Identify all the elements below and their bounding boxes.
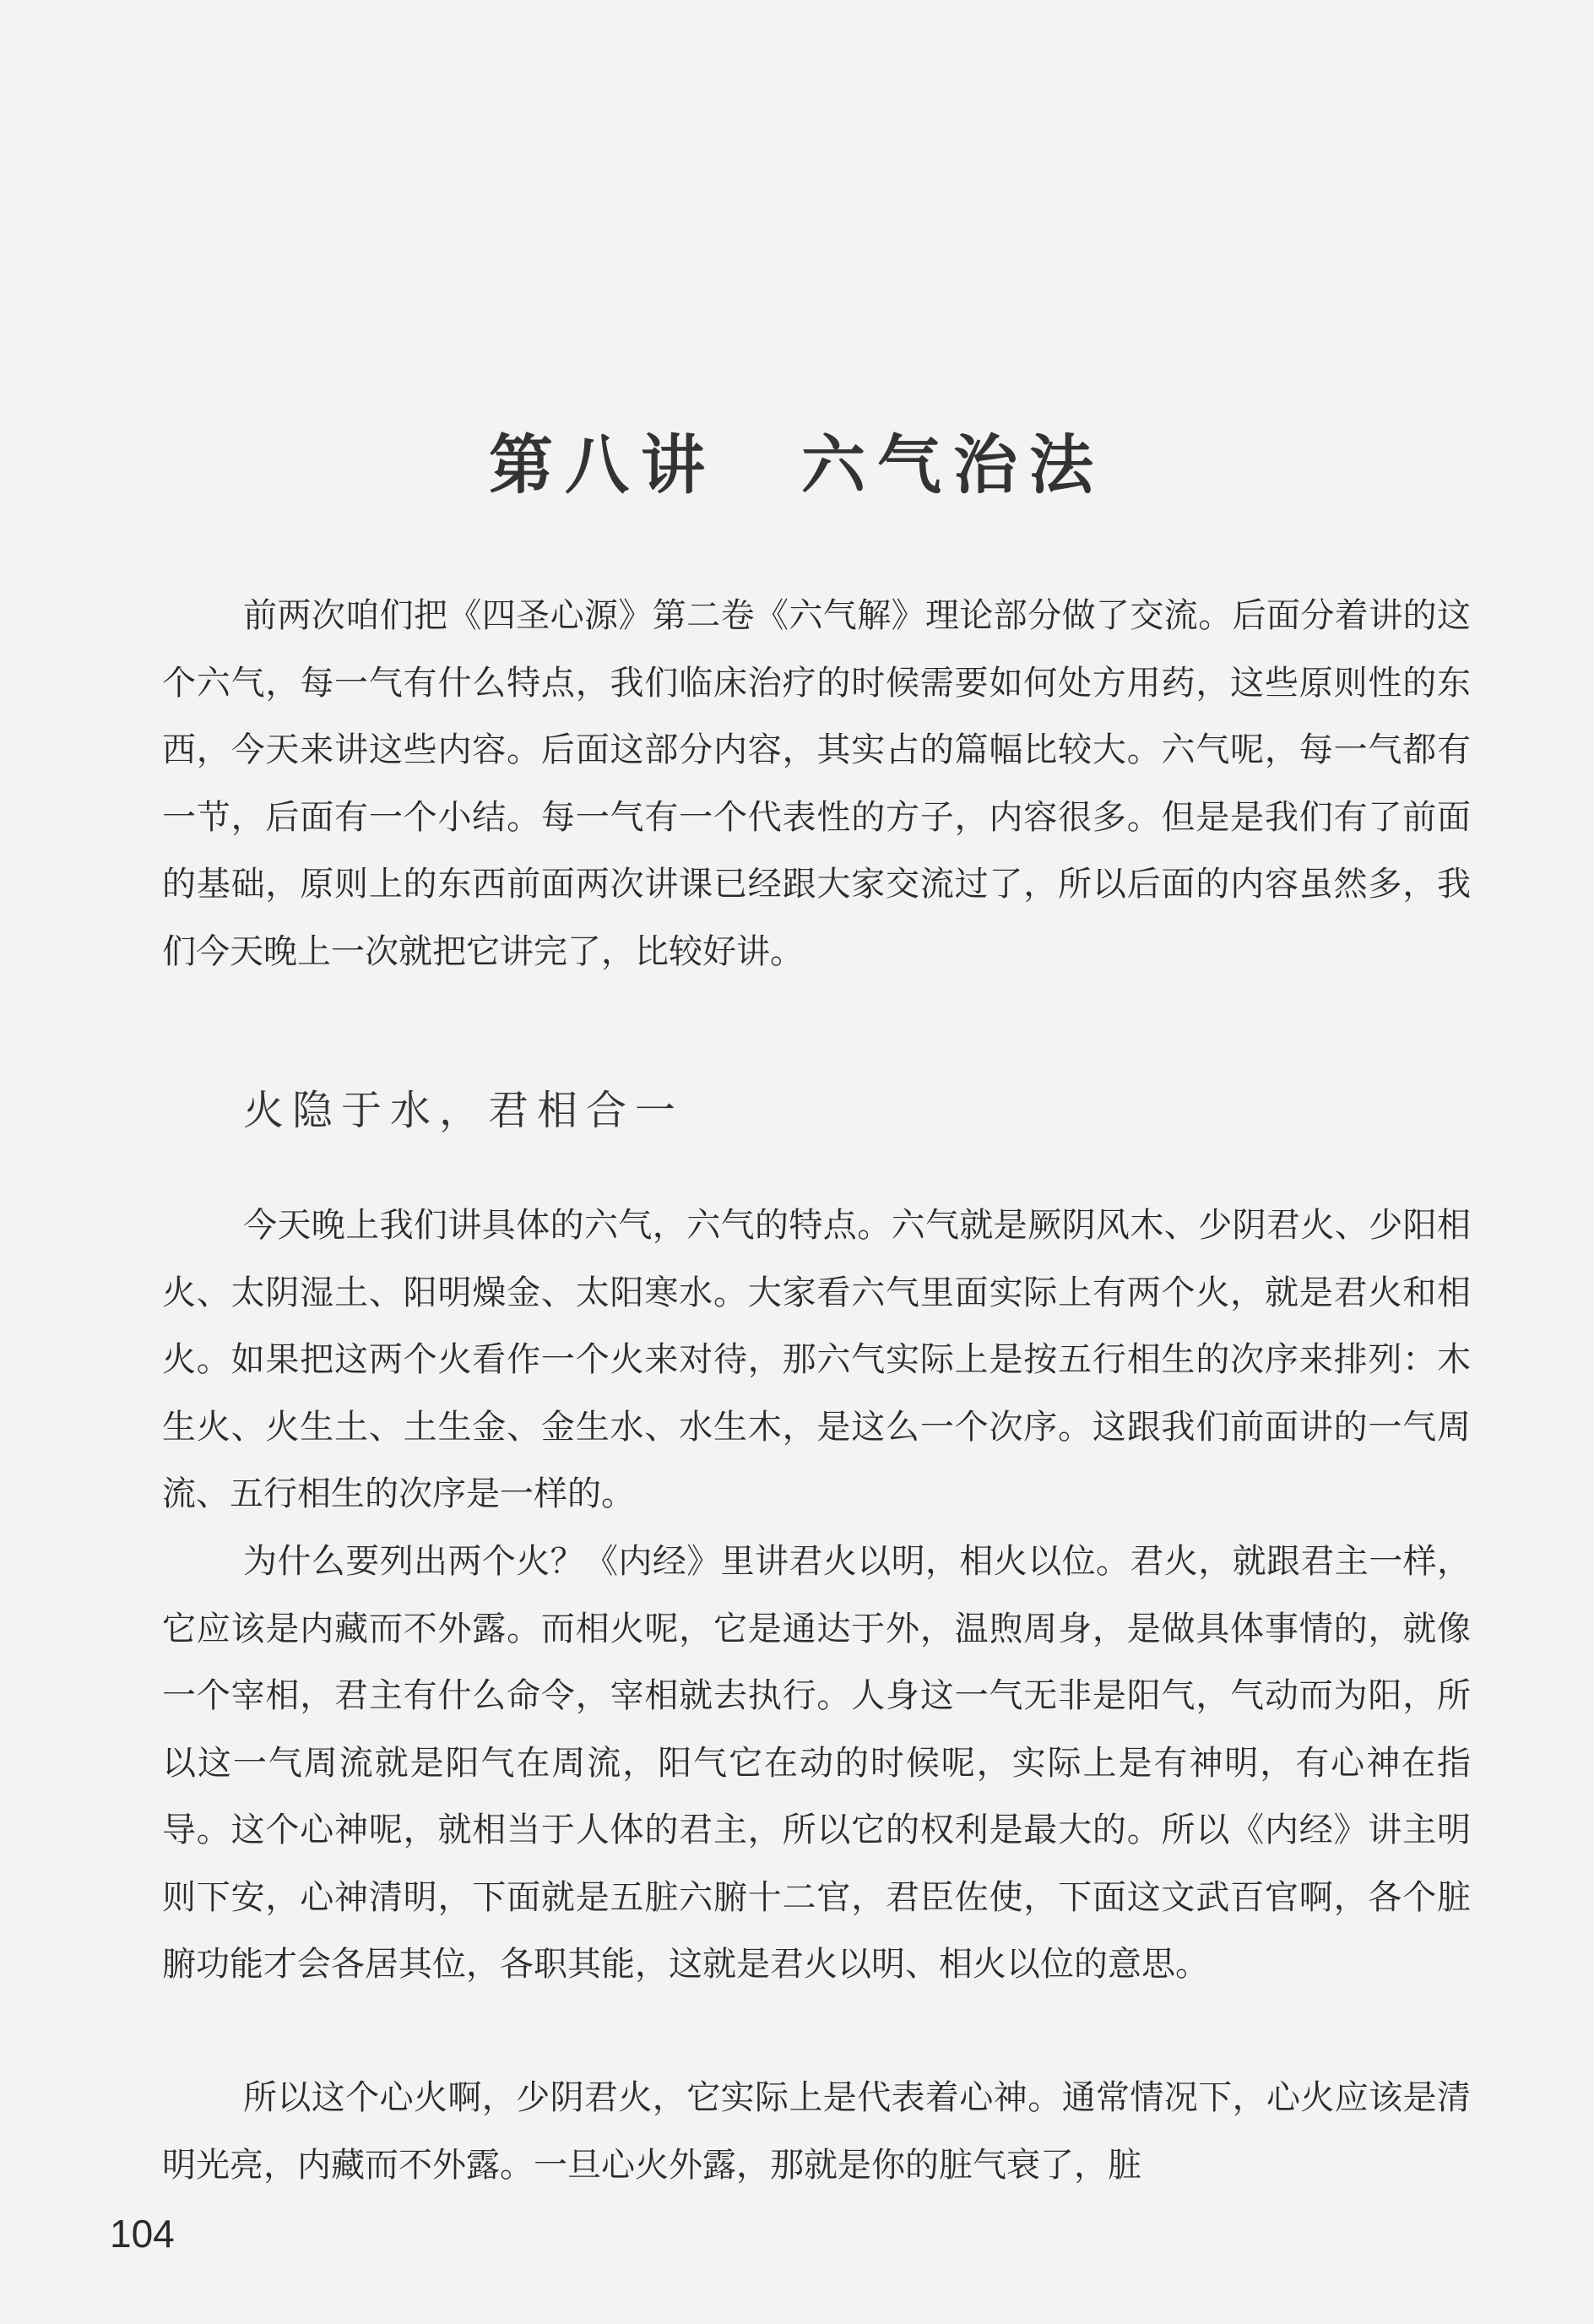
section-heading: 火隐于水，君相合一 bbox=[243, 1087, 685, 1134]
chapter-number: 第八讲 bbox=[489, 427, 717, 502]
body-paragraph: 为什么要列出两个火？《内经》里讲君火以明，相火以位。君火，就跟君主一样，它应该是内藏而不外露。而相火呢，它是通达于外，温煦周身，是做具体事情的，就像一个宰相，君主有什么命令，宰相就去执行。人身这一气无非是阳气，气动而为阳，所以这一气周流就是阳气在周流，阳气它在动的时候呢，实际上是有神明，有心神在指导。这个心神呢，就相当于人体的君主，所以它的权利是最大的。所以《内经》讲主明则下安，心神清明，下面就是五脏六腑十二官，君臣佐使，下面这文武百官啊，各个脏腑功能才会各居其位，各职其能，这就是君火以明、相火以位的意思。 bbox=[162, 1542, 1471, 1984]
body-paragraph: 所以这个心火啊，少阴君火，它实际上是代表着心神。通常情况下，心火应该是清明光亮，内藏而不外露。一旦心火外露，那就是你的脏气衰了，脏 bbox=[162, 2078, 1471, 2185]
page-number: 104 bbox=[110, 2212, 175, 2256]
chapter-name: 六气治法 bbox=[801, 427, 1105, 502]
chapter-title bbox=[0, 414, 1594, 506]
intro-paragraph: 前两次咱们把《四圣心源》第二卷《六气解》理论部分做了交流。后面分着讲的这个六气，每一气有什么特点，我们临床治疗的时候需要如何处方用药，这些原则性的东西，今天来讲这些内容。后面这部分内容，其实占的篇幅比较大。六气呢，每一气都有一节，后面有一个小结。每一气有一个代表性的方子，内容很多。但是是我们有了前面的基础，原则上的东西前面两次讲课已经跟大家交流过了，所以后面的内容虽然多，我们今天晚上一次就把它讲完了，比较好讲。 bbox=[162, 596, 1471, 971]
body-paragraph: 今天晚上我们讲具体的六气，六气的特点。六气就是厥阴风木、少阴君火、少阳相火、太阴湿土、阳明燥金、太阳寒水。大家看六气里面实际上有两个火，就是君火和相火。如果把这两个火看作一个火来对待，那六气实际上是按五行相生的次序来排列：木生火、火生土、土生金、金生水、水生木，是这么一个次序。这跟我们前面讲的一气周流、五行相生的次序是一样的。 bbox=[162, 1206, 1471, 1513]
